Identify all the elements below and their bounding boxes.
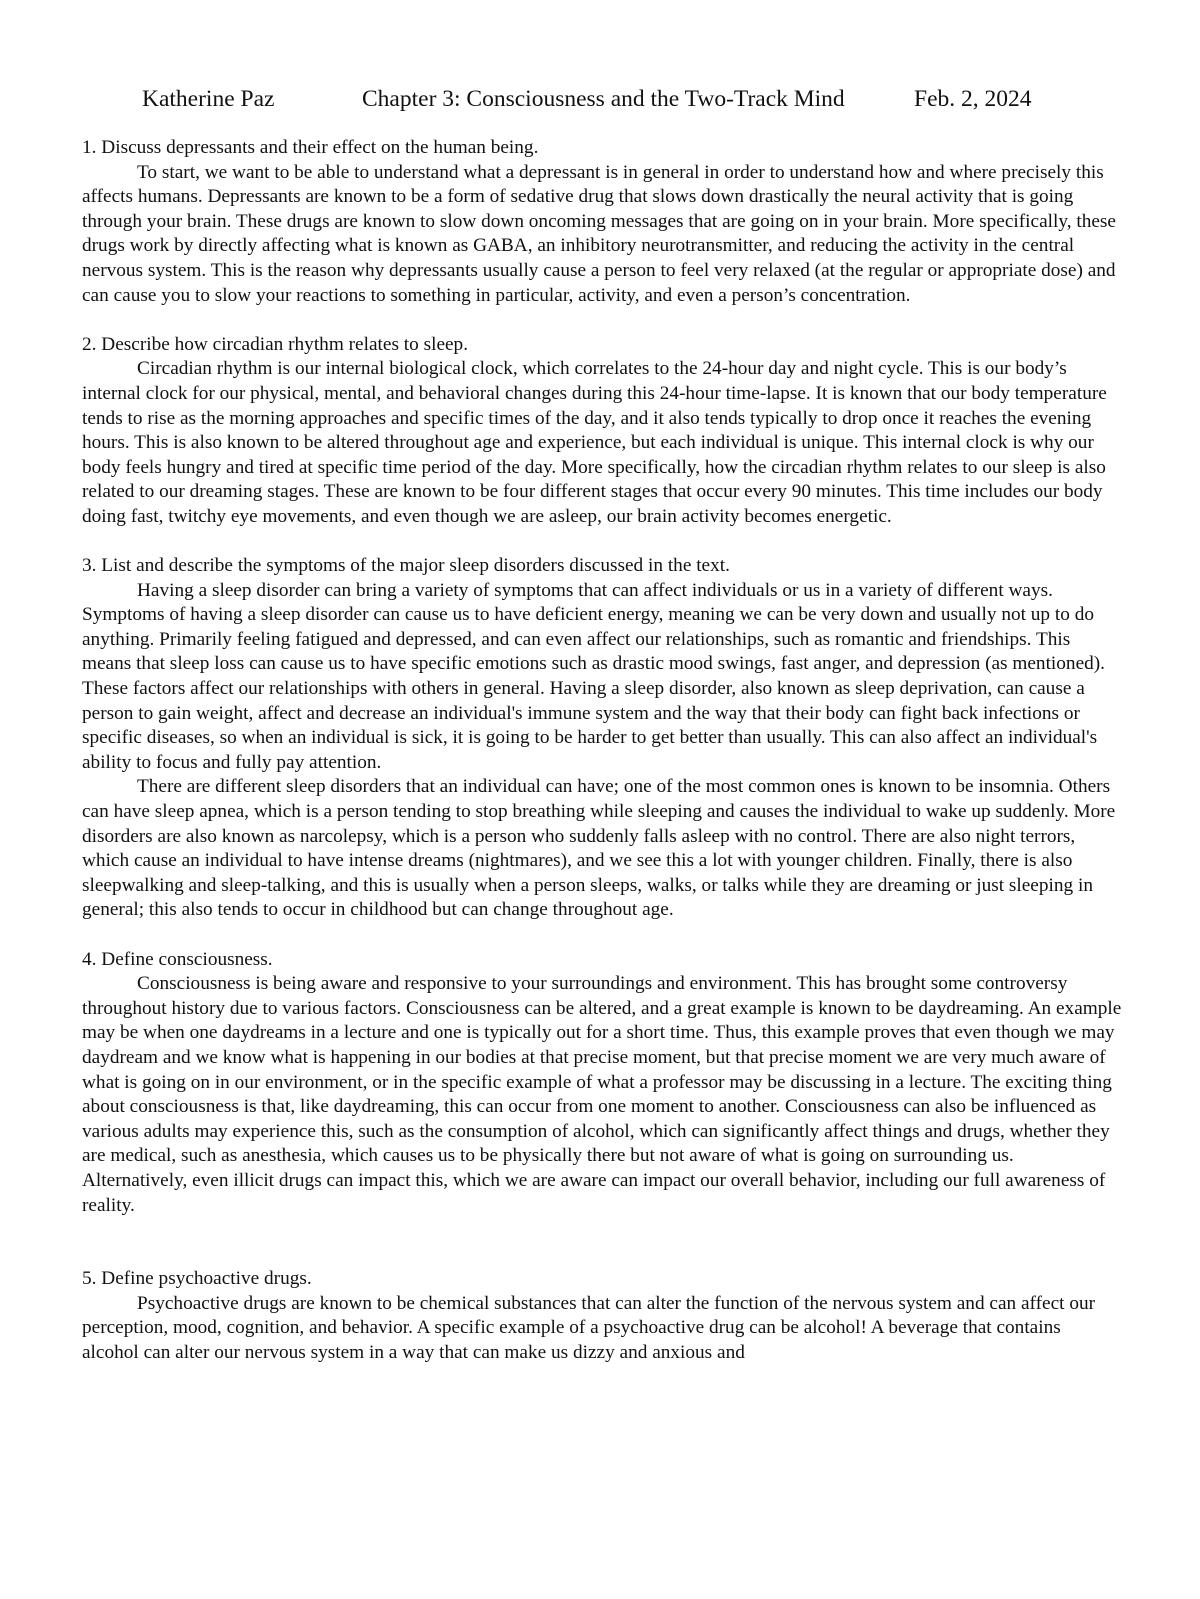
section-3 — [82, 554, 1122, 923]
section-4 — [82, 948, 1122, 1219]
answer-paragraph: There are different sleep disorders that an individual can have; one of the most common ones is known to be insomnia. Others can have sleep apnea, which is a person tending to stop breathing while sleeping and causes the individual to wake up suddenly. More disorders are also known as narcolepsy, which is a person who suddenly falls asleep with no control. There are also night terrors, which cause an individual to have intense dreams (nightmares), and we see this a lot with younger children. Finally, there is also sleepwalking and sleep-talking, and this is usually when a person sleeps, walks, or talks while they are dreaming or just sleeping in general; this also tends to occur in childhood but can change throughout age. — [82, 776, 1116, 921]
question-heading: 1. Discuss depressants and their effect on the human being. — [82, 137, 539, 158]
answer-paragraph: Having a sleep disorder can bring a variety of symptoms that can affect individuals or us in a variety of different ways. Symptoms of having a sleep disorder can cause us to have deficient energy, meaning we can be very down and usually not up to do anything. Primarily feeling fatigued and depressed, and can even affect our relationships, such as romantic and friendships. This means that sleep loss can cause us to have specific emotions such as drastic mood swings, fast anger, and depression (as mentioned). These factors affect our relationships with others in general. Having a sleep disorder, also known as sleep deprivation, can cause a person to gain weight, affect and decrease an individual's immune system and the way that their body can fight back infections or specific diseases, so when an individual is sick, it is going to be harder to get better than usually. This can also affect an individual's ability to focus and fully pay attention. — [82, 579, 1106, 773]
answer-paragraph: Psychoactive drugs are known to be chemical substances that can alter the function of the nervous system and can affect our perception, mood, cognition, and behavior. A specific example of a psychoactive drug can be alcohol! A beverage that contains alcohol can alter our nervous system in a way that can make us dizzy and anxious and — [82, 1292, 1096, 1363]
question-heading: 5. Define psychoactive drugs. — [82, 1268, 312, 1290]
answer-paragraph: To start, we want to be able to understand what a depressant is in general in order to understand how and where precisely this affects humans. Depressants are known to be a form of sedative drug that slows down drastically the neural activity that is going through your brain. These drugs are known to slow down oncoming messages that are going on in your brain. More specifically, these drugs work by directly affecting what is known as GABA, an inhibitory neurotransmitter, and reducing the activity in the central nervous system. This is the reason why depressants usually cause a person to feel very relaxed (at the regular or appropriate dose) and can cause you to slow your reactions to something in particular, activity, and even a person’s concentration. — [82, 161, 1116, 306]
document-date: Feb. 2, 2024 — [914, 86, 1032, 112]
author-name: Katherine Paz — [142, 86, 275, 112]
document-body — [82, 136, 1122, 1390]
section-5 — [82, 1267, 1122, 1365]
section-2 — [82, 333, 1122, 530]
document-header — [0, 84, 1200, 114]
question-heading: 4. Define consciousness. — [82, 948, 273, 970]
question-heading: 2. Describe how circadian rhythm relates to sleep. — [82, 333, 469, 355]
answer-paragraph: Circadian rhythm is our internal biological clock, which correlates to the 24-hour day and night cycle. This is our body’s internal clock for our physical, mental, and behavioral changes during this 24-hour time-lapse. It is known that our body temperature tends to rise as the morning approaches and specific times of the day, and it also tends typically to drop once it reaches the evening hours. This is also known to be altered throughout age and experience, but each individual is unique. This internal clock is why our body feels hungry and tired at specific time period of the day. More specifically, how the circadian rhythm relates to our sleep is also related to our dreaming stages. These are known to be four different stages that occur every 90 minutes. This time includes our body doing fast, twitchy eye movements, and even though we are asleep, our brain activity becomes energetic. — [82, 358, 1107, 527]
chapter-title: Chapter 3: Consciousness and the Two-Track Mind — [362, 86, 845, 112]
question-heading: 3. List and describe the symptoms of the major sleep disorders discussed in the text. — [82, 555, 730, 577]
section-1 — [82, 136, 1122, 308]
answer-paragraph: Consciousness is being aware and responsive to your surroundings and environment. This has brought some controversy throughout history due to various factors. Consciousness can be altered, and a great example is known to be daydreaming. An example may be when one daydreams in a lecture and one is typically out for a short time. Thus, this example proves that even though we may daydream and we know what is happening in our bodies at that precise moment, but that precise moment we are very much aware of what is going on in our environment, or in the specific example of what a professor may be discussing in a lecture. The exciting thing about consciousness is that, like daydreaming, this can occur from one moment to another. Consciousness can also be influenced as various adults may experience this, such as the consumption of alcohol, which can significantly affect things and drugs, whether they are medical, such as anesthesia, which causes us to be physically there but not aware of what is going on surrounding us. Alternatively, even illicit drugs can impact this, which we are aware can impact our overall behavior, including our full awareness of reality. — [82, 973, 1122, 1216]
